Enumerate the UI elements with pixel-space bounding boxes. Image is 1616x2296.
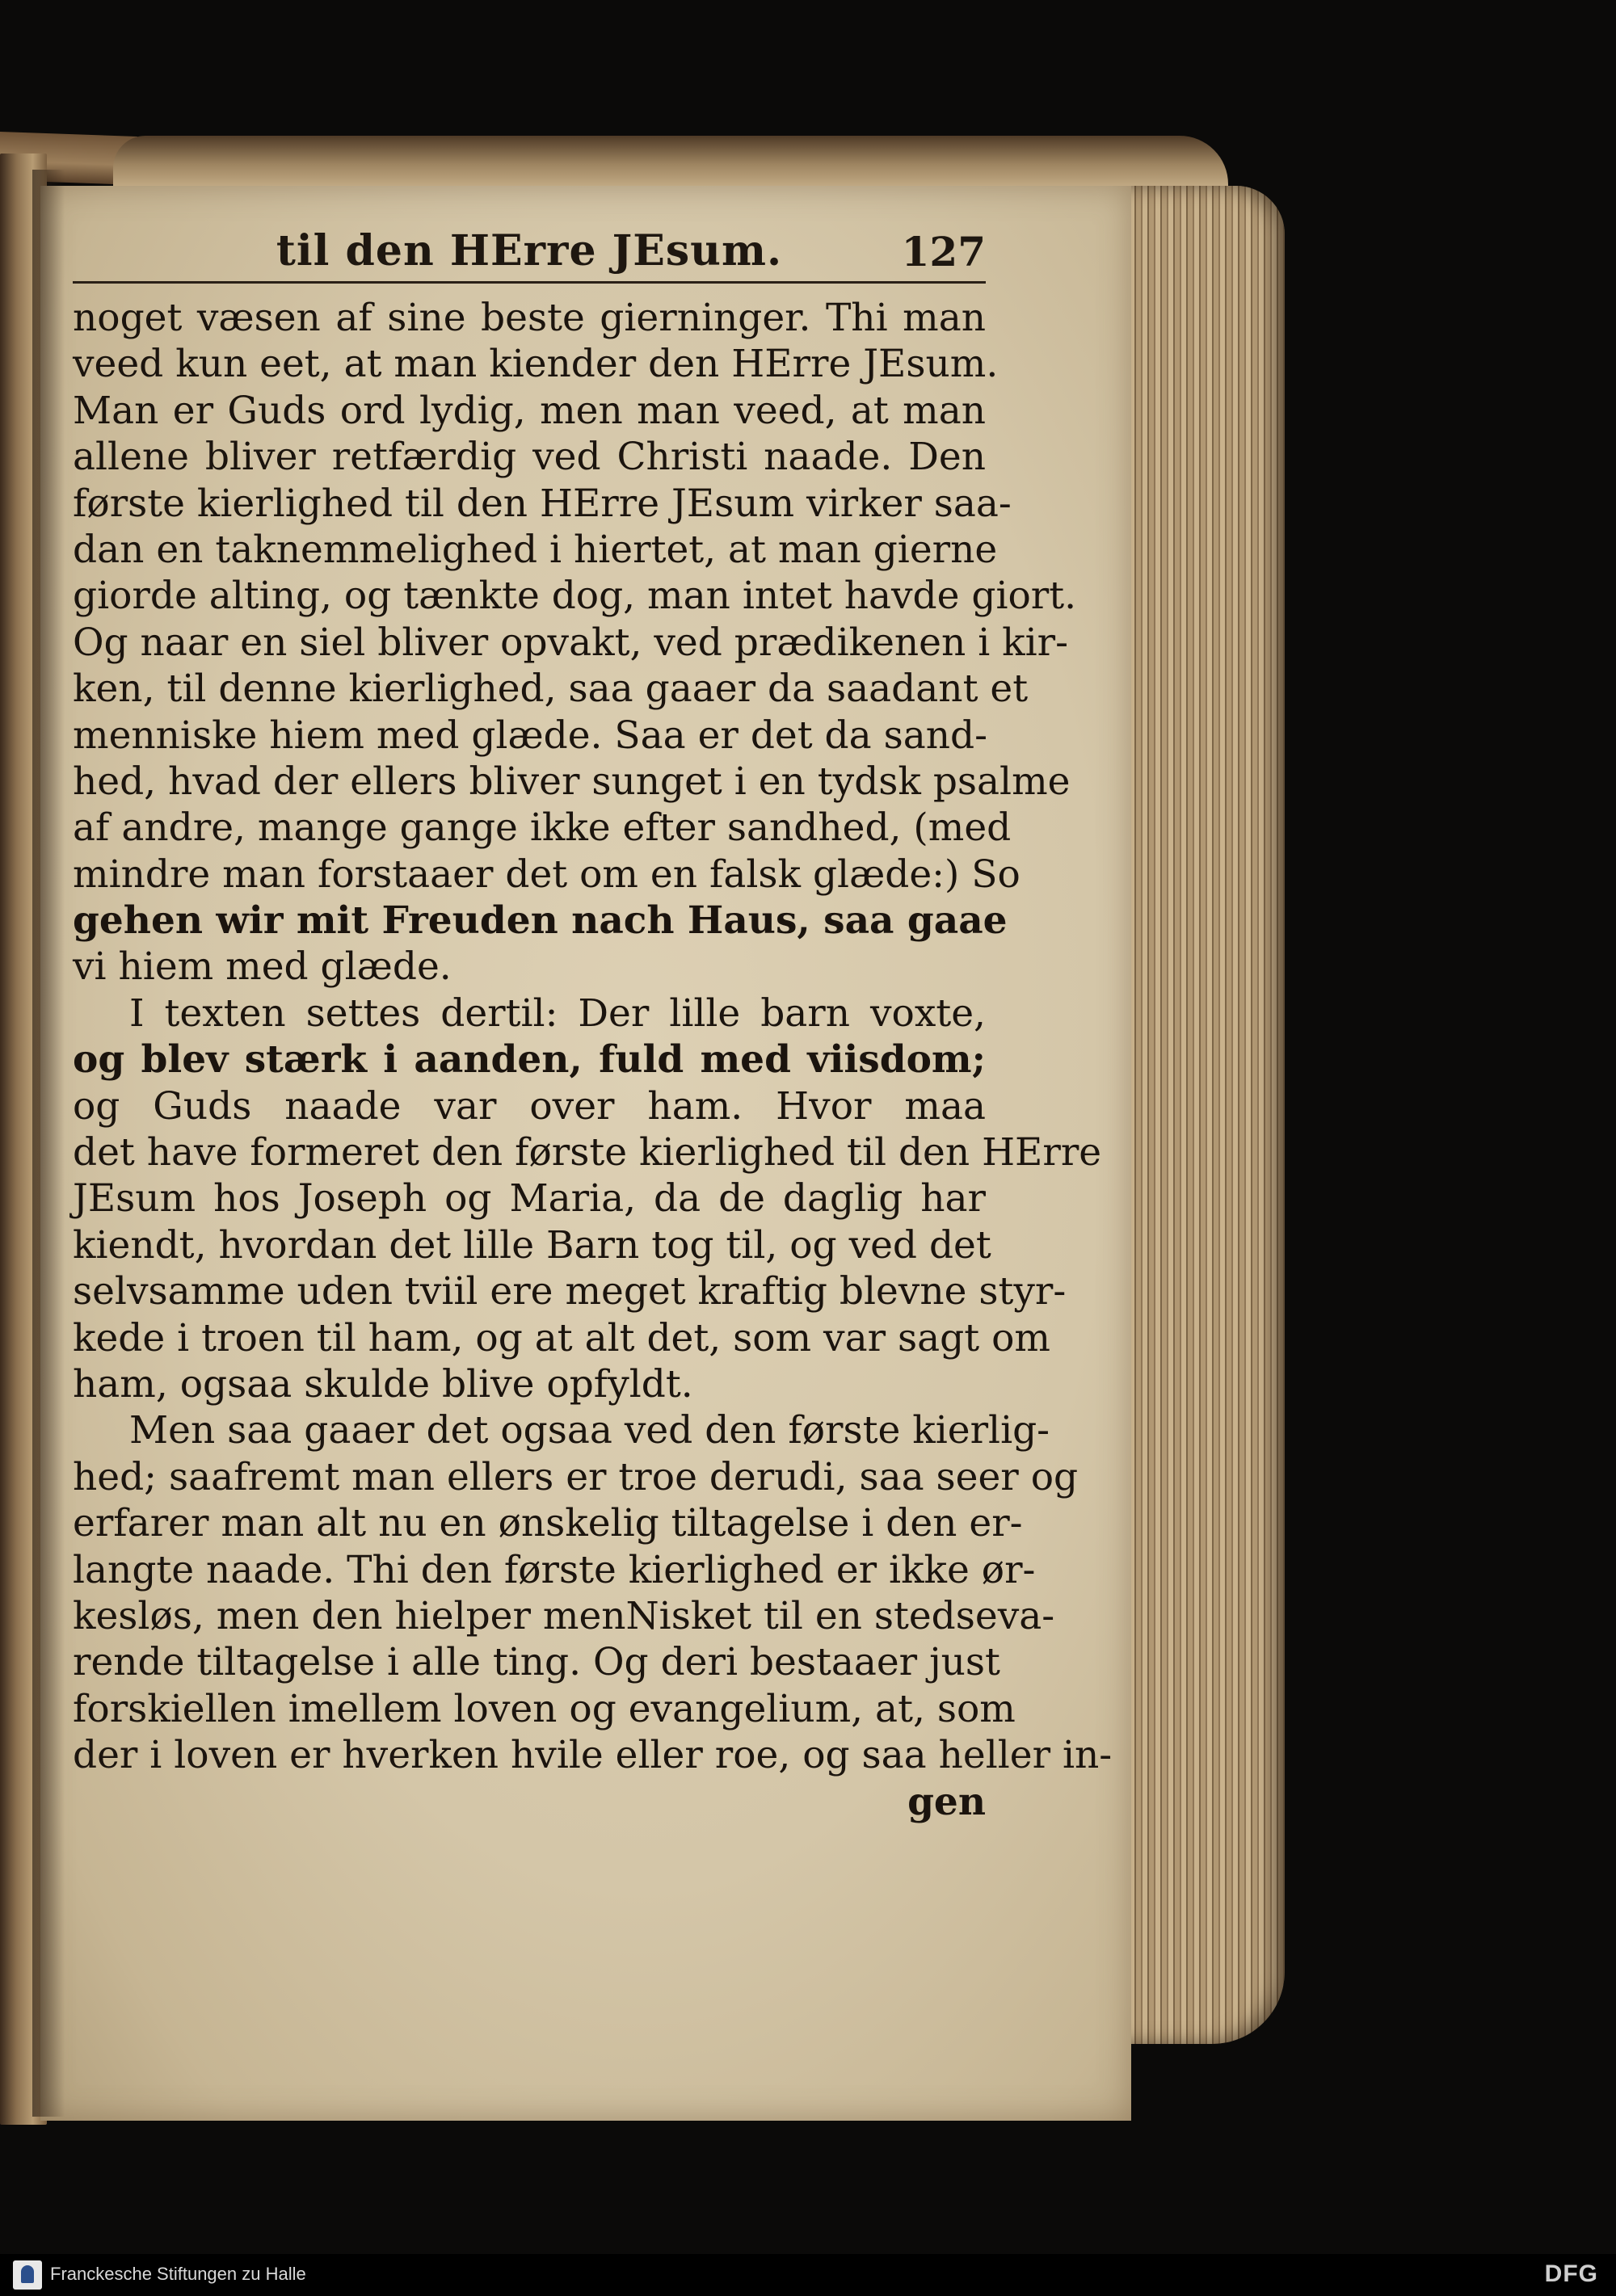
dfg-logo: DFG bbox=[1544, 2260, 1598, 2287]
text-line: hed, hvad der ellers bliver sunget i en tydsk psalme bbox=[73, 759, 1071, 804]
text-line: I texten settes dertil: Der lille barn voxte, bbox=[129, 990, 986, 1036]
institution-name: Franckesche Stiftungen zu Halle bbox=[50, 2264, 306, 2284]
text-line: menniske hiem med glæde. Saa er det da sand- bbox=[73, 713, 987, 758]
text-line: kede i troen til ham, og at alt det, som var sagt om bbox=[73, 1315, 1050, 1360]
header-rule bbox=[73, 281, 986, 284]
text-line: ken, til denne kierlighed, saa gaaer da saadant et bbox=[73, 667, 1029, 712]
text-line: noget væsen af sine beste gierninger. Thi man bbox=[73, 296, 986, 340]
text-line: mindre man forstaaer det om en falsk glæde:) So bbox=[73, 852, 1021, 897]
page-number: 127 bbox=[901, 228, 986, 275]
text-line: kiendt, hvordan det lille Barn tog til, og ved det bbox=[73, 1222, 991, 1268]
institution-logo-icon bbox=[13, 2260, 42, 2290]
text-line: giorde alting, og tænkte dog, man intet havde giort. bbox=[73, 574, 1077, 619]
book bbox=[0, 121, 1293, 2141]
text-line: gehen wir mit Freuden nach Haus, saa gaae bbox=[73, 898, 1008, 944]
text-line: erfarer man alt nu en ønskelig tiltagelse i den er- bbox=[73, 1501, 1023, 1546]
text-line: kesløs, men den hielper menNisket til en stedseva- bbox=[73, 1593, 1055, 1638]
text-line: og Guds naade var over ham. Hvor maa bbox=[73, 1083, 986, 1129]
text-line: veed kun eet, at man kiender den HErre JEsum. bbox=[73, 342, 999, 387]
footer-bar bbox=[0, 2254, 1616, 2296]
catchword: gen bbox=[907, 1779, 986, 1824]
book-top-edge bbox=[113, 136, 1228, 187]
text-line: første kierlighed til den HErre JEsum virker saa- bbox=[73, 481, 1012, 526]
page-header bbox=[73, 218, 986, 283]
text-line: selvsamme uden tviil ere meget kraftig blevne styr- bbox=[73, 1269, 1067, 1314]
text-line: forskiellen imellem loven og evangelium, at, som bbox=[73, 1686, 1016, 1731]
spine-shadow bbox=[32, 170, 65, 2117]
page-fore-edge bbox=[1123, 186, 1285, 2044]
text-line: og blev stærk i aanden, fuld med viisdom; bbox=[73, 1037, 986, 1083]
text-line: Men saa gaaer det ogsaa ved den første kierlig- bbox=[129, 1408, 1050, 1453]
text-line: allene bliver retfærdig ved Christi naade. Den bbox=[73, 435, 986, 480]
text-line: rende tiltagelse i alle ting. Og deri bestaaer just bbox=[73, 1640, 1000, 1685]
text-line: dan en taknemmelighed i hiertet, at man gierne bbox=[73, 527, 998, 572]
text-line: Og naar en siel bliver opvakt, ved prædikenen i kir- bbox=[73, 620, 1069, 665]
text-line: ham, ogsaa skulde blive opfyldt. bbox=[73, 1361, 693, 1407]
text-body bbox=[73, 295, 1113, 1825]
text-line: JEsum hos Joseph og Maria, da de daglig har bbox=[73, 1176, 986, 1222]
text-line: det have formeret den første kierlighed til den HErre bbox=[73, 1130, 1102, 1175]
text-line: af andre, mange gange ikke efter sandhed, (med bbox=[73, 805, 1012, 851]
text-line: der i loven er hverken hvile eller roe, og saa heller in- bbox=[73, 1733, 1113, 1778]
text-line: vi hiem med glæde. bbox=[73, 944, 452, 990]
running-title: til den HErre JEsum. bbox=[276, 226, 783, 275]
text-line: Man er Guds ord lydig, men man veed, at man bbox=[73, 388, 986, 433]
text-line: hed; saafremt man ellers er troe derudi, saa seer og bbox=[73, 1454, 1079, 1499]
text-line: langte naade. Thi den første kierlighed er ikke ør- bbox=[73, 1547, 1036, 1592]
